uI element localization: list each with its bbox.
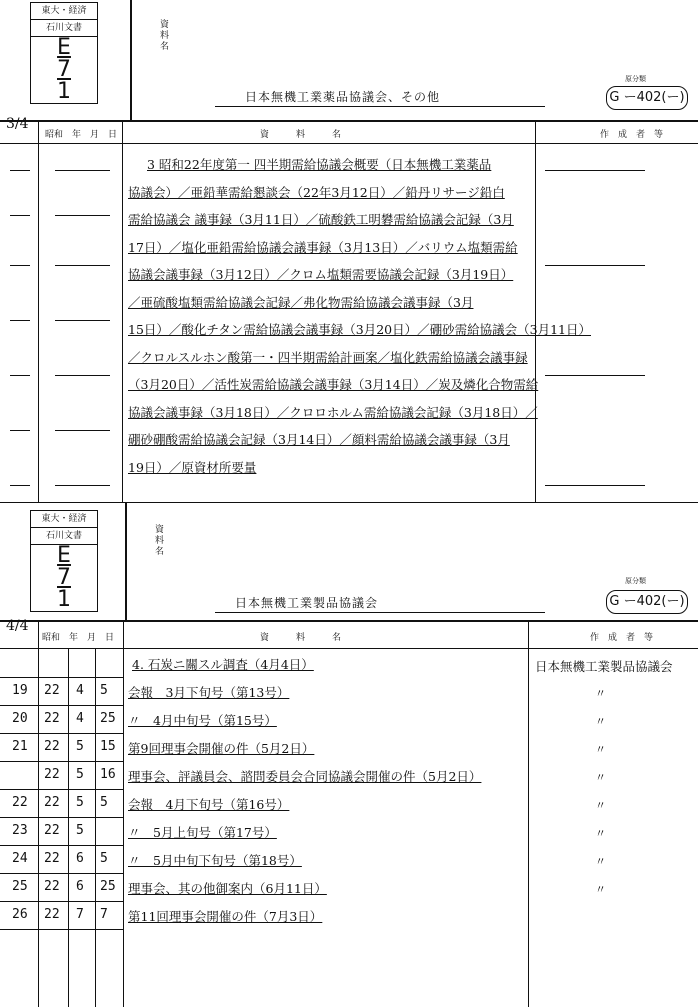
row-author: 〃 [595,743,606,756]
row-number: 26 [12,907,28,922]
row-document: 理事会、其の他御案内（6月11日） [128,881,327,896]
row-month: 6 [76,879,84,894]
entry-line: 19日）／原資材所要量 [128,460,257,475]
stamp-code-1: E [57,543,71,568]
entry-line: 15日）／酸化チタン需給協議会議事録（3月20日）／硼砂需給協議会（3月11日） [128,322,591,337]
row-author: 〃 [595,827,606,840]
row-year: 22 [44,711,60,726]
row-number: 23 [12,823,28,838]
entry-line: 協議会議事録（3月18日）／クロロホルム需給協議会記録（3月18日）／ [128,405,538,420]
row-day: 7 [100,907,108,922]
row-year: 22 [44,851,60,866]
stamp-code-2: 7 [57,57,71,82]
row-year: 22 [44,739,60,754]
row-number: 20 [12,711,28,726]
archive-stamp [30,510,98,612]
doc-label: 資料名 [160,20,170,52]
entry-line: （3月20日）／活性炭需給協議会議事録（3月14日）／炭及燐化合物需給 [128,377,539,392]
row-year: 22 [44,879,60,894]
row-author: 〃 [595,715,606,728]
entry-line: ／クロルスルホン酸第一・四半期需給計画案／塩化鉄需給協議会議事録 [128,350,528,365]
row-day: 5 [100,795,108,810]
row-day: 5 [100,851,108,866]
classification-code: G ー402(ー) [606,86,688,110]
row-month: 5 [76,767,84,782]
row-day: 15 [100,739,116,754]
classification-label: 原分類 [625,75,646,83]
row-number: 25 [12,879,28,894]
entry-line: 3 昭和22年度第一 四半期需給協議会概要（日本無機工業薬品 [147,157,492,172]
row-number: 24 [12,851,28,866]
page-number: 4/4 [6,618,29,634]
stamp-code-1: E [57,35,71,60]
row-year: 22 [44,907,60,922]
row-month: 7 [76,907,84,922]
row-year: 22 [44,683,60,698]
row-day: 5 [100,683,108,698]
row-month: 4 [76,683,84,698]
col-header-author: 作 成 者 等 [600,130,664,140]
row-month: 5 [76,739,84,754]
entry-line: 協議会）／亜鉛華需給懇談会（22年3月12日）／鉛丹リサージ鉛白 [128,185,505,200]
col-header-author: 作 成 者 等 [590,633,654,643]
entry-line: 需給協議会 議事録（3月11日）／硫酸鉄工明礬需給協議会記録（3月 [128,212,514,227]
row-year: 22 [44,795,60,810]
row-year: 22 [44,823,60,838]
classification-label: 原分類 [625,577,646,585]
stamp-code-3: 1 [57,79,71,104]
stamp-code-2: 7 [57,565,71,590]
row-number: 19 [12,683,28,698]
col-header-document: 資 料 名 [260,130,342,140]
row-number: 21 [12,739,28,754]
stamp-collection: 石川文書 [31,528,97,545]
stamp-collection: 石川文書 [31,20,97,37]
row-document: 〃 5月中旬下旬号（第18号） [128,853,302,868]
document-title: 日本無機工業薬品協議会、その他 [245,90,441,104]
row-year: 22 [44,767,60,782]
stamp-university: 東大・経済 [31,3,97,20]
row-document: 理事会、評議員会、諮問委員会合同協議会開催の件（5月2日） [128,769,482,784]
row-document: 会報 4月下旬号（第16号） [128,797,290,812]
row-document: 〃 5月上旬号（第17号） [128,825,277,840]
row-day: 16 [100,767,116,782]
row-day: 25 [100,879,116,894]
col-header-document: 資 料 名 [260,633,342,643]
stamp-code-3: 1 [57,587,71,612]
archive-stamp [30,2,98,104]
row-author: 〃 [595,687,606,700]
row-author: 〃 [595,771,606,784]
row-month: 6 [76,851,84,866]
row-day: 25 [100,711,116,726]
row-month: 4 [76,711,84,726]
row-month: 5 [76,823,84,838]
entry-line: 硼砂硼酸需給協議会記録（3月14日）／顔料需給協議会議事録（3月 [128,432,510,447]
col-header-date: 昭和 年 月 日 [42,633,115,643]
stamp-university: 東大・経済 [31,511,97,528]
doc-label: 資料名 [155,525,165,557]
row-author: 〃 [595,855,606,868]
row-month: 5 [76,795,84,810]
row-document: 〃 4月中旬号（第15号） [128,713,277,728]
classification-code: G ー402(ー) [606,590,688,614]
row-author: 日本無機工業製品協議会 [535,659,673,674]
entry-line: 協議会議事録（3月12日）／クロム塩類需要協議会記録（3月19日） [128,267,514,282]
page-number: 3/4 [6,116,29,132]
row-document: 4. 石炭ニ關スル調査（4月4日） [132,657,314,672]
document-title: 日本無機工業製品協議会 [235,596,379,610]
row-document: 会報 3月下旬号（第13号） [128,685,290,700]
row-document: 第11回理事会開催の件（7月3日） [128,909,323,924]
entry-line: 17日）／塩化亜鉛需給協議会議事録（3月13日）／バリウム塩類需給 [128,240,518,255]
entry-line: ／亜硫酸塩類需給協議会記録／弗化物需給協議会議事録（3月 [128,295,474,310]
col-header-date: 昭和 年 月 日 [45,130,118,140]
row-document: 第9回理事会開催の件（5月2日） [128,741,315,756]
row-author: 〃 [595,883,606,896]
row-number: 22 [12,795,28,810]
row-author: 〃 [595,799,606,812]
